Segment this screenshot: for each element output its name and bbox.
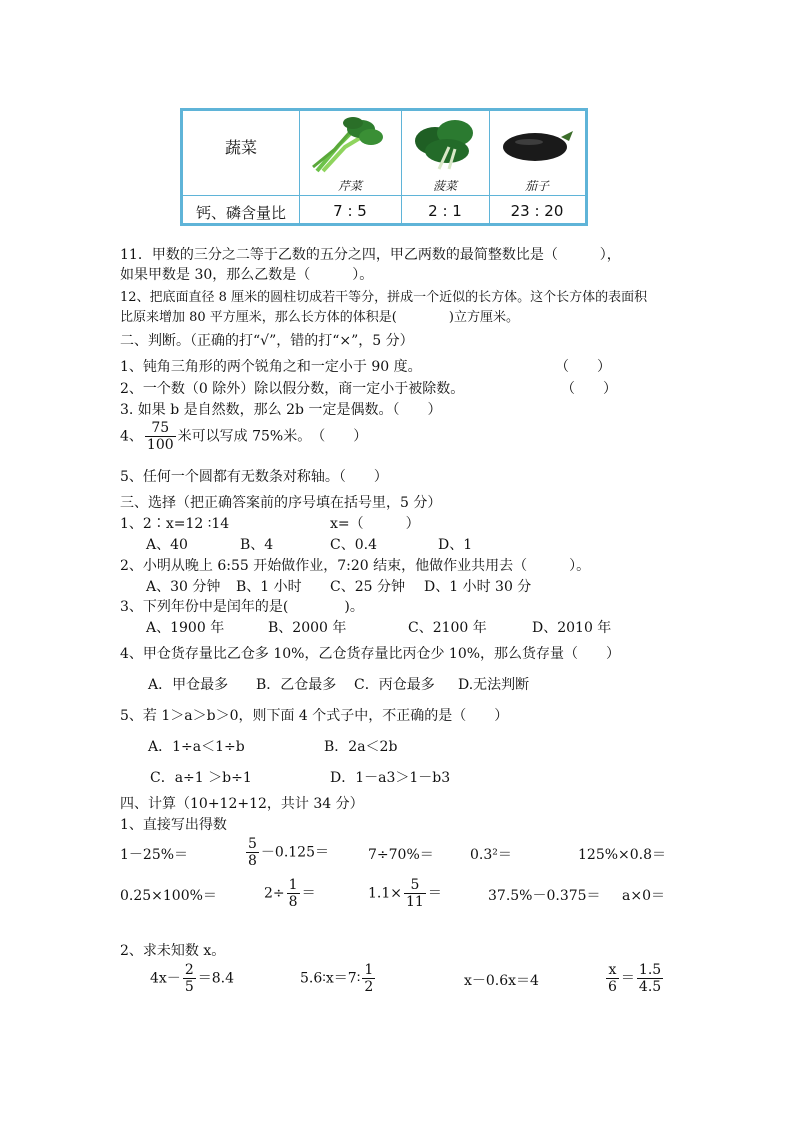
fraction [246,836,259,869]
judge-item-4 [120,420,367,453]
calc-1-2 [244,836,329,869]
calc-1-4: 0.3²＝ [470,847,512,863]
fraction-numerator: 2 [184,962,194,978]
choice-4-option-a: A．甲仓最多 [148,677,229,693]
calc-2-1: 0.25×100%＝ [120,888,217,904]
section2-title: 二、判断。（正确的打“√”，错的打“×”，5 分） [120,333,414,349]
choice-4-option-b: B．乙仓最多 [256,677,337,693]
calc-1-2-text: －0.125＝ [260,844,330,861]
fraction [637,962,663,995]
choice-1-option-c: C、0.4 [330,537,377,553]
calc-2-3-text: ＝ [427,885,442,902]
eggplant-ratio: 23 : 20 [510,202,564,220]
judge-item-2: 2、一个数（0 除外）除以假分数，商一定小于被除数。 [120,381,465,397]
choice-3-option-a: A、1900 年 [146,620,225,636]
judge-item-3: 3. 如果 b 是自然数，那么 2b 一定是偶数。（ ） [120,402,442,418]
fraction-denominator: 11 [406,894,424,910]
fraction-numerator: 1 [364,962,374,978]
fraction [404,877,426,910]
calc-2-2 [264,877,316,910]
section3-title: 三、选择（把正确答案前的序号填在括号里，5 分） [120,495,442,511]
choice-2-option-c: C、25 分钟 [330,579,405,595]
celery-icon [309,115,389,173]
fraction [183,962,196,995]
eggplant-icon [499,125,579,165]
choice-2-option-a: A、30 分钟 [146,579,221,595]
fraction-denominator: 100 [146,437,174,453]
calc-2-2-pre: 2÷ [264,885,285,902]
calc-1-1: 1－25%＝ [120,847,189,863]
fraction-denominator: 2 [364,979,374,995]
choice-5-option-a: A．1÷a＜1÷b [148,739,245,755]
choice-1-option-b: B、4 [240,537,274,553]
spinach-icon [409,113,483,173]
choice-4-stem: 4、甲仓货存量比乙仓多 10%，乙仓货存量比丙仓少 10%，那么货存量（ ） [120,646,621,662]
table-header-label: 蔬菜 [224,138,257,157]
table-row-label: 钙、磷含量比 [195,204,286,222]
equation-3: x－0.6x＝4 [464,973,539,989]
section4-sub2: 2、求未知数 x。 [120,943,226,959]
choice-5-stem: 5、若 1＞a＞b＞0，则下面 4 个式子中，不正确的是（ ） [120,708,509,724]
choice-1-option-a: A、40 [146,537,188,553]
calc-2-5: a×0＝ [622,888,665,904]
fraction-numerator: 1.5 [638,962,662,978]
fraction [362,962,375,995]
judge-item-1: 1、钝角三角形的两个锐角之和一定小于 90 度。 [120,359,422,375]
fraction-numerator: 75 [145,420,176,437]
celery-ratio: 7 : 5 [333,202,367,220]
fraction-denominator: 5 [184,979,194,995]
fraction [606,962,619,995]
choice-3-option-b: B、2000 年 [268,620,347,636]
spinach-label: 菠菜 [432,179,457,193]
fraction-denominator: 8 [288,894,298,910]
choice-2-stem: 2、小明从晚上 6:55 开始做作业，7:20 结束，他做作业共用去（ ）。 [120,558,591,574]
fraction-denominator: 4.5 [638,979,662,995]
q11-line2: 如果甲数是 30，那么乙数是（ ）。 [120,267,374,283]
q12-line2: 比原来增加 80 平方厘米，那么长方体的体积是( )立方厘米。 [120,310,519,325]
equation-4-eq: ＝ [620,970,635,987]
q12-line1: 12、把底面直径 8 厘米的圆柱切成若干等分，拼成一个近似的长方体。这个长方体的表面积 [120,290,648,305]
fraction [145,420,176,453]
judge-item-4-prefix: 4、 [120,428,143,445]
judge-item-1-bracket: （ ） [555,359,611,375]
choice-5-option-b: B．2a＜2b [324,739,398,755]
judge-item-4-text: 米可以写成 75%米。 （ ） [177,428,368,445]
calc-2-3 [368,877,442,910]
fraction-numerator: x [606,962,619,979]
calc-1-5: 125%×0.8＝ [578,847,667,863]
choice-3-option-c: C、2100 年 [408,620,487,636]
judge-item-5: 5、任何一个圆都有无数条对称轴。（ ） [120,469,388,485]
equation-1 [150,962,234,995]
choice-1-option-d: D、1 [438,537,473,553]
equation-2 [300,962,377,995]
judge-item-2-bracket: （ ） [561,381,617,397]
calc-2-4: 37.5%－0.375＝ [488,888,601,904]
choice-5-option-d: D．1－a3＞1－b3 [330,770,451,786]
equation-2-pre: 5.6∶x＝7∶ [300,970,361,987]
celery-label: 芹菜 [337,179,362,193]
choice-2-option-b: B、1 小时 [236,579,302,595]
choice-3-stem: 3、下列年份中是闰年的是( )。 [120,599,364,615]
eggplant-label: 茄子 [524,179,549,193]
spinach-ratio: 2 : 1 [428,202,462,220]
fraction-denominator: 8 [248,853,257,869]
section4-sub1: 1、直接写出得数 [120,817,227,833]
choice-5-option-c: C．a÷1 ＞b÷1 [150,770,252,786]
choice-2-option-d: D、1 小时 30 分 [424,579,532,595]
calc-2-3-pre: 1.1× [368,885,402,902]
fraction-numerator: 5 [248,836,257,852]
section4-title: 四、计算（10+12+12，共计 34 分） [120,796,364,812]
equation-4 [604,962,665,995]
fraction-numerator: 1 [288,877,298,893]
equation-1-text: ＝8.4 [197,970,234,987]
choice-4-option-c: C．丙仓最多 [354,677,435,693]
choice-1-stem: 1、2∶x=12 ∶14 [120,516,230,532]
calc-1-3: 7÷70%＝ [368,847,434,863]
fraction [287,877,300,910]
fraction-numerator: 5 [404,877,426,894]
q11-line1: 11．甲数的三分之二等于乙数的五分之四，甲乙两数的最简整数比是（ ）， [120,247,621,263]
fraction-denominator: 6 [608,979,617,995]
choice-1-blank: x=（ ） [330,516,420,532]
equation-1-pre: 4x－ [150,970,181,987]
choice-3-option-d: D、2010 年 [532,620,612,636]
calc-2-2-text: ＝ [301,885,316,902]
choice-4-option-d: D.无法判断 [458,677,530,693]
vegetable-table [180,108,588,226]
